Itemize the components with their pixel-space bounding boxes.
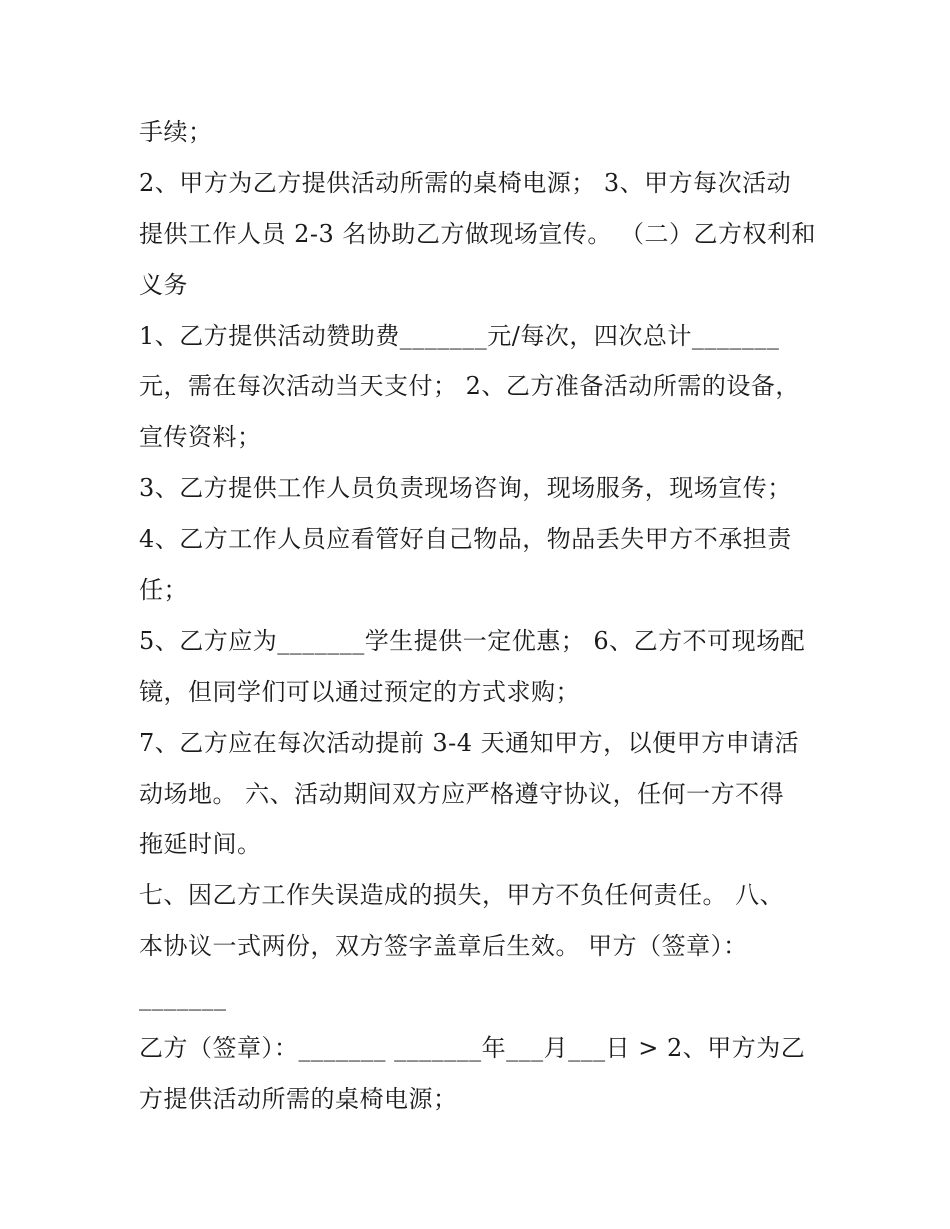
- text-line: 七、因乙方工作失误造成的损失，甲方不负任何责任。 八、: [139, 881, 785, 910]
- text-line: 3、乙方提供工作人员负责现场咨询，现场服务，现场宣传；: [139, 474, 792, 503]
- text-line: 义务: [139, 270, 188, 299]
- text-line: 镜，但同学们可以通过预定的方式求购；: [139, 677, 580, 706]
- text-line: 元，需在每次活动当天支付； 2、乙方准备活动所需的设备，: [139, 372, 800, 401]
- text-line: 2、甲方为乙方提供活动所需的桌椅电源； 3、甲方每次活动: [139, 168, 792, 197]
- text-line: 1、乙方提供活动赞助费_______元/每次，四次总计_______: [139, 321, 780, 350]
- text-line: 拖延时间。: [139, 830, 262, 859]
- text-line: 4、乙方工作人员应看管好自己物品，物品丢失甲方不承担责: [139, 525, 792, 554]
- text-line: 5、乙方应为_______学生提供一定优惠； 6、乙方不可现场配: [139, 626, 806, 655]
- signature-blank-line: _______: [139, 983, 227, 1012]
- text-line: 乙方（签章）：_______ _______年___月___日 > 2、甲方为乙: [139, 1034, 806, 1063]
- text-line: 手续；: [139, 118, 213, 146]
- text-line: 动场地。 六、活动期间双方应严格遵守协议，任何一方不得: [139, 779, 785, 808]
- text-line: 宣传资料；: [139, 423, 262, 452]
- text-line: 方提供活动所需的桌椅电源；: [139, 1084, 458, 1113]
- text-line: 本协议一式两份，双方签字盖章后生效。 甲方（签章）：: [139, 932, 748, 961]
- text-line: 提供工作人员 2-3 名协助乙方做现场宣传。 （二）乙方权利和: [139, 219, 817, 248]
- text-line: 7、乙方应在每次活动提前 3-4 天通知甲方，以便甲方申请活: [139, 728, 800, 757]
- document-body: [139, 107, 829, 1125]
- text-line: 任；: [139, 576, 188, 605]
